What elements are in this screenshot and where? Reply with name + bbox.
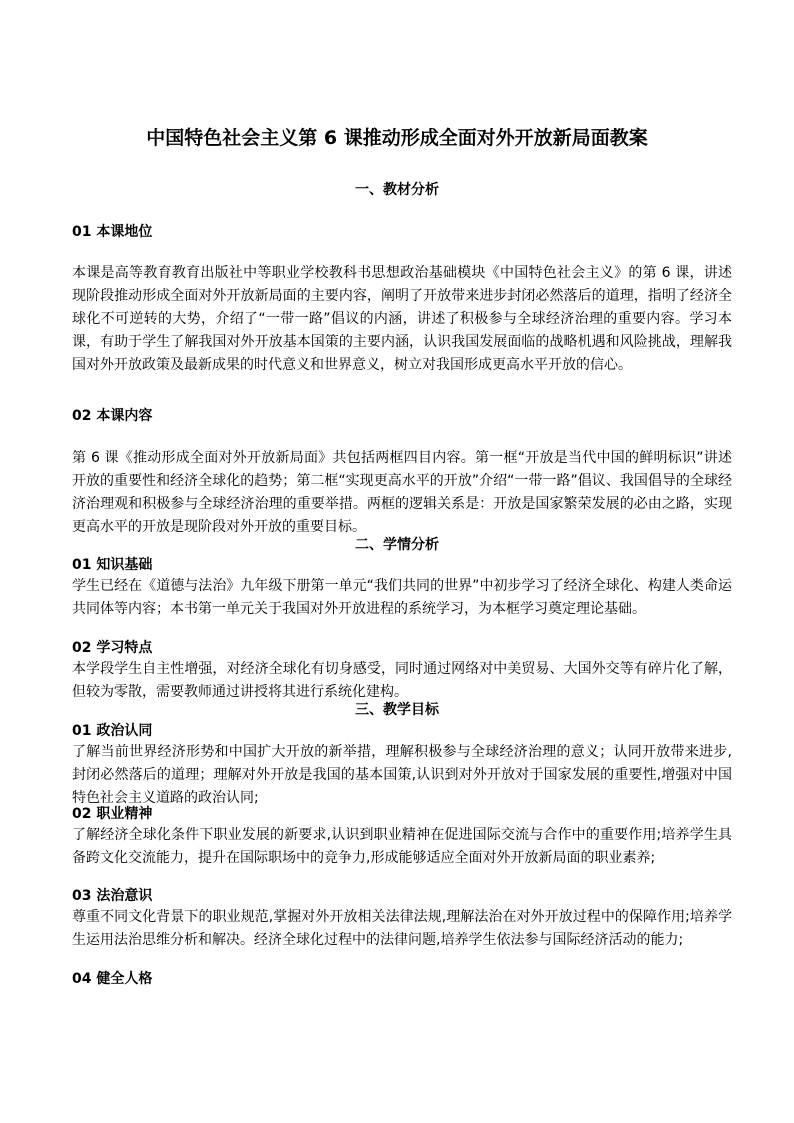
paragraph-professional-spirit: 了解经济全球化条件下职业发展的新要求,认识到职业精神在促进国际交流与合作中的重要作用;培养学生具备跨文化交流能力，提升在国际职场中的竞争力,形成能够适应全面对外开放新局面的职业素养; [72,827,732,866]
subsection-label-knowledge-base: 01 知识基础 [72,557,153,573]
subsection-label-course-content: 02 本课内容 [72,408,153,424]
paragraph-political-identity: 了解当前世界经济形势和中国扩大开放的新举措，理解积极参与全球经济治理的意义；认同开放带来进步,封闭必然落后的道理；理解对外开放是我国的基本国策,认识到对外开放对于国家发展的重要性,增强对中国特色社会主义道路的政治认同; [72,744,732,806]
paragraph-course-content: 第 6 课《推动形成全面对外开放新局面》共包括两框四目内容。第一框“开放是当代中国的鲜明标识”讲述开放的重要性和经济全球化的趋势；第二框“实现更高水平的开放”介绍“一带一路”倡议、我国倡导的全球经济治理观和积极参与全球经济治理的重要举措。两框的逻辑关系是：开放是国家繁荣发展的必由之路，实现更高水平的开放是现阶段对外开放的重要目标。 [72,450,732,535]
subsection-label-political-identity: 01 政治认同 [72,723,153,739]
document-title: 中国特色社会主义第 6 课推动形成全面对外开放新局面教案 [146,127,648,149]
section-heading-teaching-goals: 三、教学目标 [355,702,439,718]
section-heading-student-analysis: 二、学情分析 [355,537,439,553]
paragraph-learning-features: 本学段学生自主性增强，对经济全球化有切身感受，同时通过网络对中美贸易、大国外交等有碎片化了解，但较为零散，需要教师通过讲授将其进行系统化建构。 [72,661,732,700]
paragraph-knowledge-base: 学生已经在《道德与法治》九年级下册第一单元“我们共同的世界”中初步学习了经济全球化、构建人类命运共同体等内容；本书第一单元关于我国对外开放进程的系统学习，为本框学习奠定理论基础。 [72,578,732,617]
subsection-label-sound-personality: 04 健全人格 [72,971,153,987]
subsection-label-course-position: 01 本课地位 [72,224,153,240]
subsection-label-professional-spirit: 02 职业精神 [72,806,153,822]
section-heading-textbook-analysis: 一、教材分析 [355,182,439,198]
subsection-label-legal-awareness: 03 法治意识 [72,888,153,904]
paragraph-course-position: 本课是高等教育教育出版社中等职业学校教科书思想政治基础模块《中国特色社会主义》的第 6 课，讲述现阶段推动形成全面对外开放新局面的主要内容，阐明了开放带来进步封闭必然落后的道理，指明了经济全球化不可逆转的大势，介绍了“一带一路”倡议的内涵，讲述了积极参与全球经济治理的重要内容。学习本课，有助于学生了解我国对外开放基本国策的主要内涵，认识我国发展面临的战略机遇和风险挑战，理解我国对外开放政策及最新成果的时代意义和世界意义，树立对我国形成更高水平开放的信心。 [72,265,732,373]
paragraph-legal-awareness: 尊重不同文化背景下的职业规范,掌握对外开放相关法律法规,理解法治在对外开放过程中的保障作用;培养学生运用法治思维分析和解决。经济全球化过程中的法律问题,培养学生依法参与国际经济活动的能力; [72,909,732,948]
subsection-label-learning-features: 02 学习特点 [72,640,153,656]
